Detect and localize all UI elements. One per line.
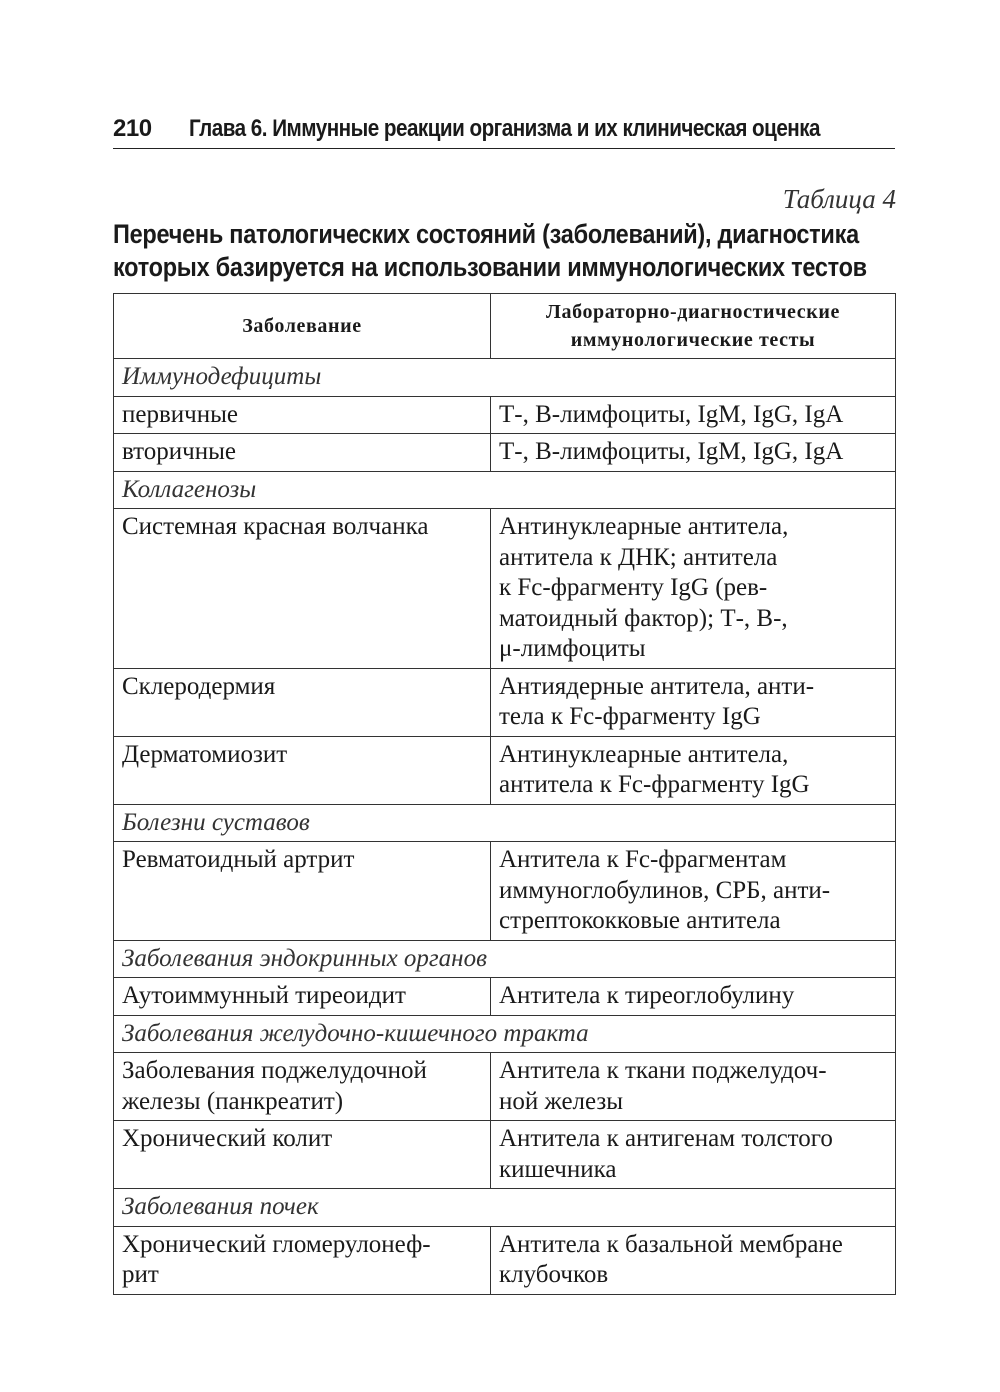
tests-cell (491, 509, 896, 669)
tests-line: стрептококковые антитела (499, 907, 781, 934)
page-number: 210 (113, 115, 152, 142)
disease-cell (114, 509, 491, 669)
category-label: Болезни суставов (114, 804, 896, 842)
table-row (114, 736, 896, 804)
diagnostics-table (113, 293, 896, 1295)
disease-cell (114, 842, 491, 941)
table-row (114, 978, 896, 1016)
tests-line: иммуноглобулинов, СРБ, анти- (499, 876, 831, 904)
disease-line: Системная красная волчанка (122, 513, 429, 540)
table-label: Таблица 4 (782, 184, 896, 214)
table-row (114, 1053, 896, 1121)
disease-cell (114, 1121, 491, 1189)
tests-line: Т-, В-лимфоциты, IgM, IgG, IgA (499, 400, 844, 428)
table-row (114, 842, 896, 941)
table-title-line: которых базируется на использовании иммунологических тестов (113, 252, 867, 282)
disease-line: вторичные (122, 438, 237, 465)
tests-cell (491, 736, 896, 804)
table-title (113, 218, 903, 284)
table-row (114, 396, 896, 434)
category-label: Заболевания желудочно-кишечного тракта (114, 1015, 896, 1053)
tests-line: антитела к ДНК; антитела (499, 543, 778, 571)
disease-line: железы (панкреатит) (122, 1087, 344, 1115)
disease-line: Аутоиммунный тиреоидит (122, 982, 406, 1009)
disease-line: Склеродермия (122, 672, 276, 700)
tests-cell (491, 1121, 896, 1189)
table-row (114, 1121, 896, 1189)
table-category-row (114, 1015, 896, 1053)
disease-cell (114, 396, 491, 434)
tests-cell (491, 396, 896, 434)
tests-line: Антинуклеарные антитела, (499, 513, 789, 540)
disease-cell (114, 978, 491, 1016)
tests-line: Антинуклеарные антитела, (499, 740, 789, 768)
table-row (114, 434, 896, 472)
tests-line: ной железы (499, 1087, 624, 1115)
disease-line: Заболевания поджелудочной (122, 1057, 427, 1084)
table-category-row (114, 1189, 896, 1227)
tests-cell (491, 668, 896, 736)
tests-cell (491, 842, 896, 941)
tests-line: кишечника (499, 1155, 617, 1183)
table-category-row (114, 471, 896, 509)
table-header-row (114, 294, 896, 359)
disease-cell (114, 736, 491, 804)
table-row (114, 668, 896, 736)
disease-cell (114, 668, 491, 736)
disease-cell (114, 1226, 491, 1294)
column-header-line: иммунологические тесты (570, 329, 816, 351)
tests-cell (491, 434, 896, 472)
table-row (114, 1226, 896, 1294)
column-header-line: Лабораторно-диагностические (546, 301, 840, 323)
disease-line: Дерматомиозит (122, 740, 288, 768)
tests-line: клубочков (499, 1261, 609, 1288)
category-label: Коллагенозы (114, 471, 896, 509)
tests-cell (491, 1053, 896, 1121)
tests-line: антитела к Fc-фрагменту IgG (499, 771, 810, 798)
disease-line: Хронический гломерулонеф- (122, 1230, 431, 1258)
tests-line: тела к Fc-фрагменту IgG (499, 703, 761, 730)
category-label: Заболевания почек (114, 1189, 896, 1227)
disease-cell (114, 434, 491, 472)
category-label: Заболевания эндокринных органов (114, 940, 896, 978)
table-category-row (114, 804, 896, 842)
column-header-tests (491, 294, 896, 359)
disease-cell (114, 1053, 491, 1121)
tests-line: Антитела к базальной мембране (499, 1230, 843, 1258)
disease-line: Хронический колит (122, 1125, 333, 1152)
table-row (114, 509, 896, 669)
tests-cell (491, 1226, 896, 1294)
chapter-title: Глава 6. Иммунные реакции организма и их клиническая оценка (189, 115, 821, 142)
tests-line: Антитела к тиреоглобулину (499, 982, 795, 1009)
disease-line: первичные (122, 400, 239, 428)
tests-line: μ-лимфоциты (499, 635, 646, 662)
table-body (114, 359, 896, 1295)
category-label: Иммунодефициты (114, 359, 896, 397)
table-category-row (114, 359, 896, 397)
tests-line: матоидный фактор); Т-, В-, (499, 604, 788, 632)
tests-line: Т-, В-лимфоциты, IgM, IgG, IgA (499, 438, 844, 465)
table-title-line: Перечень патологических состояний (заболеваний), диагностика (113, 219, 859, 249)
table-category-row (114, 940, 896, 978)
running-header (113, 110, 895, 149)
tests-line: Антитела к Fc-фрагментам (499, 846, 787, 873)
disease-line: Ревматоидный артрит (122, 846, 355, 873)
tests-line: Антиядерные антитела, анти- (499, 672, 815, 700)
tests-cell (491, 978, 896, 1016)
tests-line: к Fc-фрагменту IgG (рев- (499, 574, 768, 601)
tests-line: Антитела к ткани поджелудоч- (499, 1057, 827, 1084)
tests-line: Антитела к антигенам толстого (499, 1125, 833, 1152)
column-header-line: Заболевание (242, 315, 362, 337)
disease-line: рит (122, 1261, 159, 1288)
column-header-disease (114, 294, 491, 359)
